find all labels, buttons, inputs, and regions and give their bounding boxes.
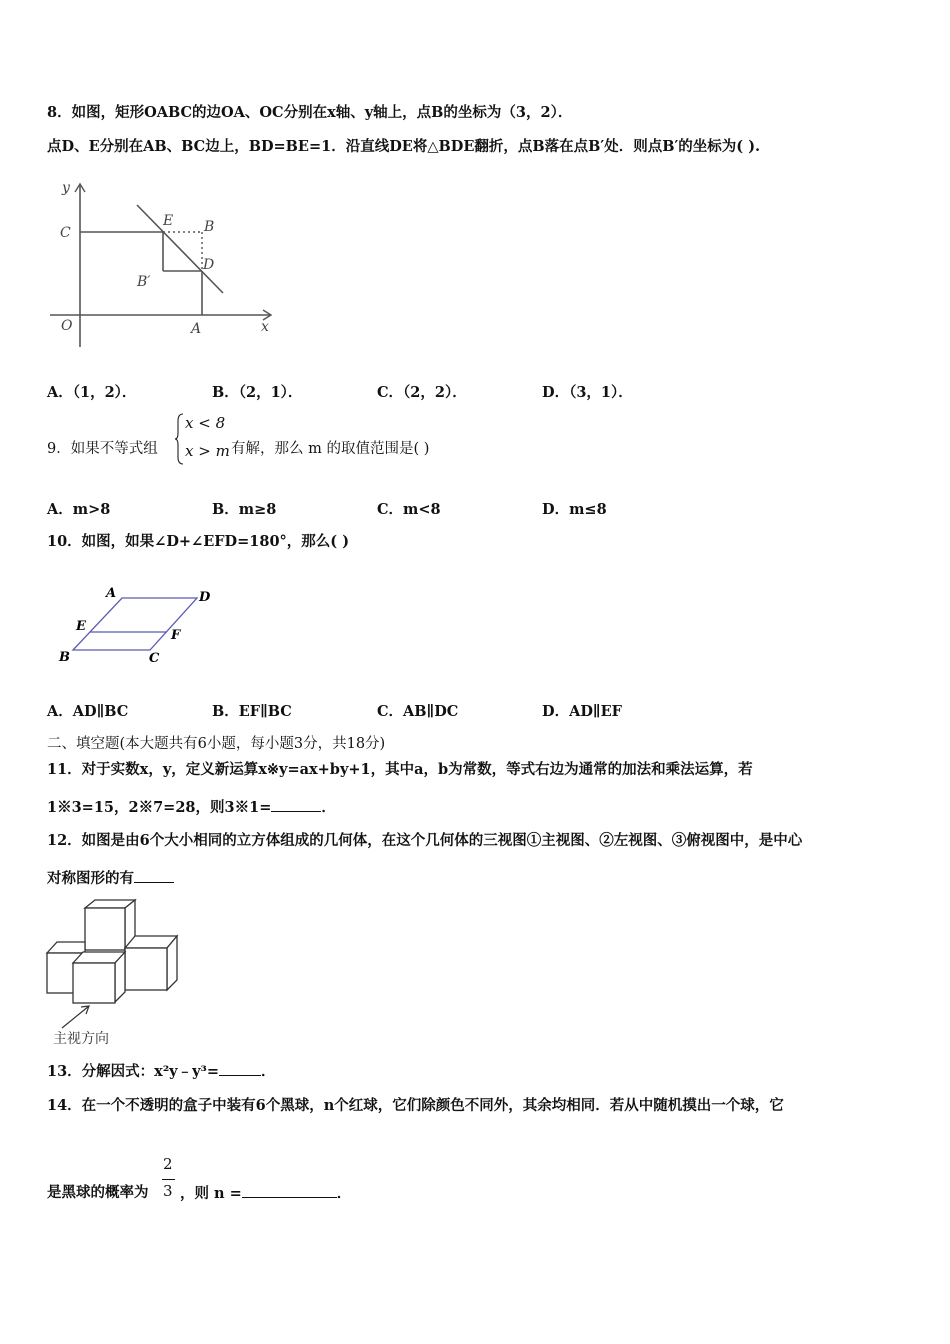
q13-end: ． <box>261 1063 276 1080</box>
q8-text-line2: 点D、E分别在AB、BC边上，BD=BE=1．沿直线DE将△BDE翻折，点B落在点B′处．则点B′的坐标为( ). <box>47 138 761 155</box>
label-O: O <box>61 318 73 334</box>
q12-cubes-figure <box>45 898 185 1048</box>
view-direction-label: 主视方向 <box>53 1031 109 1047</box>
q11-text-line1: 11．对于实数x，y，定义新运算x※y=ax+by+1，其中a，b为常数，等式右边为通常的加法和乘法运算，若 <box>47 761 753 778</box>
q10-parallelogram-figure <box>55 582 225 667</box>
q8-option-a: A．（1，2）． <box>47 384 137 401</box>
q14-fraction-bar <box>162 1179 175 1180</box>
label-F: F <box>171 628 181 643</box>
q11-text-line2 <box>47 797 336 818</box>
q10-option-c: C．AB∥DC <box>377 703 459 720</box>
q9-option-c: C．m<8 <box>377 501 441 518</box>
label-B: B <box>204 219 215 235</box>
section-heading: 二、填空题(本大题共有6小题，每小题3分，共18分) <box>47 736 386 752</box>
q11-end: ． <box>321 799 336 816</box>
q9-option-b: B．m≥8 <box>212 501 277 518</box>
label-C: C <box>60 225 71 241</box>
q14-fraction-denominator: 3 <box>163 1182 173 1200</box>
label-x: x <box>261 319 269 335</box>
q12-text-line2 <box>47 868 174 889</box>
q8-option-d: D．（3，1）． <box>542 384 633 401</box>
label-B: B <box>59 650 70 665</box>
q14-line2-prefix: 是黑球的概率为 <box>47 1184 149 1201</box>
q9-option-a: A．m>8 <box>47 501 111 518</box>
q9-prefix: 9．如果不等式组 <box>47 441 158 457</box>
q14-line2-rest <box>180 1183 351 1204</box>
q9-suffix: 有解，那么 m 的取值范围是( ) <box>231 441 430 457</box>
label-D: D <box>199 590 211 605</box>
view-direction-arrow <box>62 1006 89 1028</box>
q9-option-d: D．m≤8 <box>542 501 607 518</box>
q11-answer-blank[interactable] <box>271 797 321 812</box>
q13-text <box>47 1061 276 1082</box>
q8-option-c: C．（2，2）． <box>377 384 467 401</box>
q9-brace <box>175 413 185 465</box>
q8-text-line1: 8．如图，矩形OABC的边OA、OC分别在x轴、y轴上，点B的坐标为（3，2）． <box>47 104 573 121</box>
q13-answer-blank[interactable] <box>219 1061 261 1076</box>
label-D: D <box>203 257 215 273</box>
q12-text-line1: 12．如图是由6个大小相同的立方体组成的几何体，在这个几何体的三视图①主视图、②左视图、③俯视图中，是中心 <box>47 832 803 849</box>
label-B-prime: B′ <box>137 274 151 290</box>
q11-equation: 1※3=15，2※7=28，则3※1= <box>47 799 272 816</box>
q12-text: 对称图形的有 <box>47 870 134 887</box>
label-E: E <box>76 619 86 634</box>
q8-coordinate-figure <box>45 175 285 350</box>
label-A: A <box>106 586 117 601</box>
q10-option-d: D．AD∥EF <box>542 703 622 720</box>
q14-end: ． <box>336 1185 352 1202</box>
label-C: C <box>149 651 160 666</box>
q14-n-equals: ，则 n = <box>180 1185 242 1202</box>
q14-answer-blank[interactable] <box>242 1183 337 1198</box>
label-y: y <box>62 180 70 196</box>
label-E: E <box>163 213 174 229</box>
q9-inequality-1: x < 8 <box>185 414 226 432</box>
q10-option-b: B．EF∥BC <box>212 703 292 720</box>
q9-inequality-2: x > m <box>185 442 230 460</box>
q12-answer-blank[interactable] <box>134 868 174 883</box>
q14-text-line1: 14．在一个不透明的盒子中装有6个黑球，n个红球，它们除颜色不同外，其余均相同．若从中随机摸出一个球，它 <box>47 1097 784 1114</box>
q13-expression: 13．分解因式：x²y﹣y³= <box>47 1063 220 1080</box>
q10-option-a: A．AD∥BC <box>47 703 129 720</box>
q10-text: 10．如图，如果∠D+∠EFD=180°，那么( ) <box>47 533 350 550</box>
q14-fraction-numerator: 2 <box>163 1155 173 1173</box>
label-A: A <box>191 321 202 337</box>
q8-option-b: B．（2，1）． <box>212 384 303 401</box>
